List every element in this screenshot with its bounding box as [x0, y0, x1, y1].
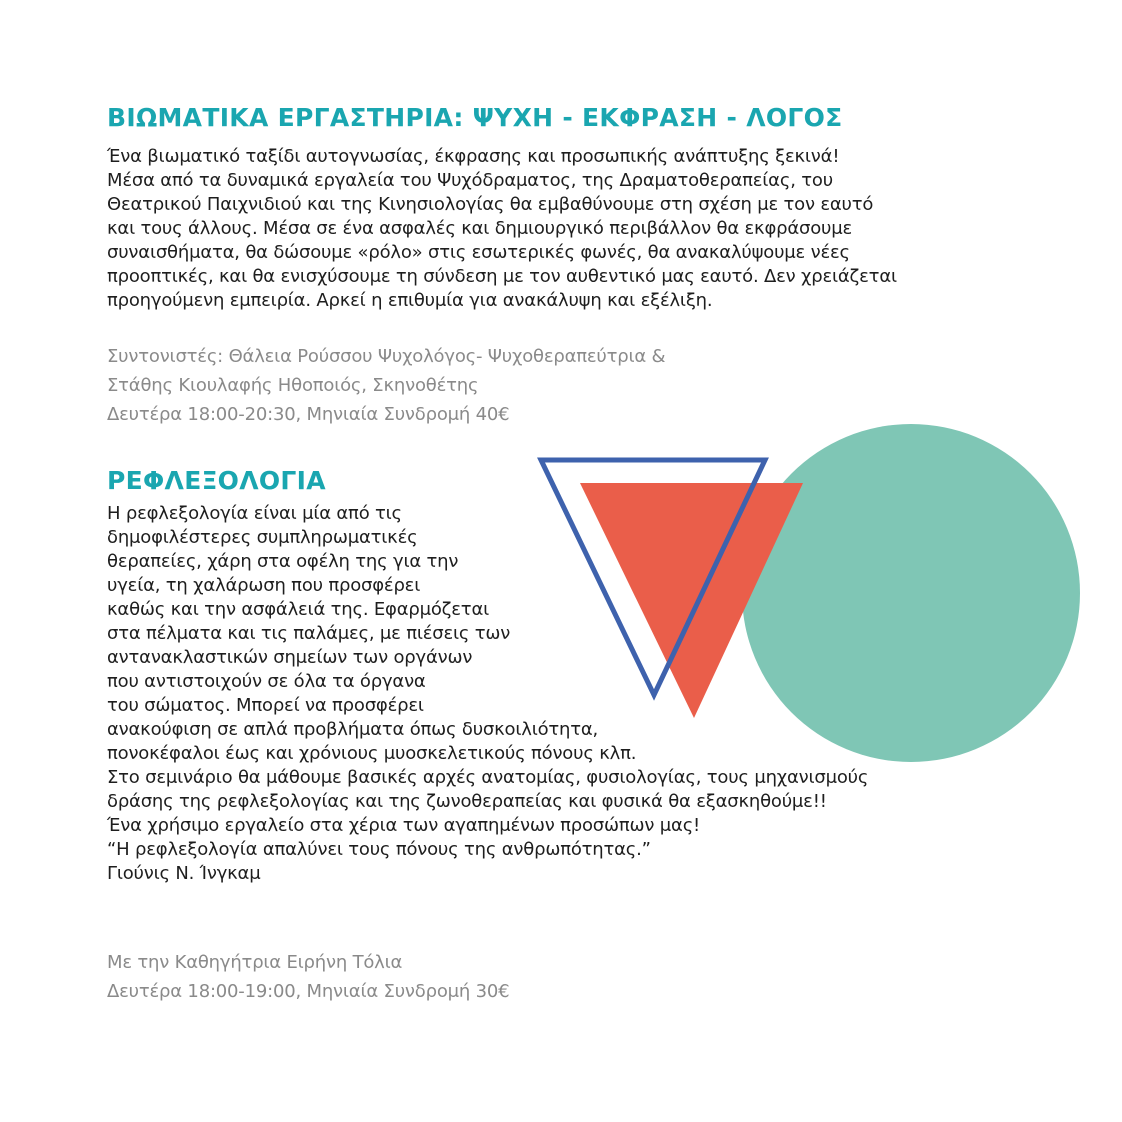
workshop-title: ΒΙΩΜΑΤΙΚΑ ΕΡΓΑΣΤΗΡΙΑ: ΨΥΧΗ - ΕΚΦΡΑΣΗ - ΛΟΓΟΣ [107, 103, 843, 132]
reflexology-description-line: δημοφιλέστερες συμπληρωματικές [107, 527, 418, 548]
reflexology-schedule-fee: Δευτέρα 18:00-19:00, Μηνιαία Συνδρομή 30€ [107, 981, 510, 1002]
reflexology-quote-author: Γιούνις Ν. Ίνγκαμ [107, 863, 261, 884]
reflexology-description-line: πονοκέφαλοι έως και χρόνιους μυοσκελετικούς πόνους κλπ. [107, 743, 637, 764]
workshop-description [107, 145, 897, 313]
reflexology-description-line: υγεία, τη χαλάρωση που προσφέρει [107, 575, 421, 596]
workshop-coordinators: Συντονιστές: Θάλεια Ρούσσου Ψυχολόγος- Ψυχοθεραπεύτρια & [107, 346, 666, 367]
reflexology-description-line: αντανακλαστικών σημείων των οργάνων [107, 647, 473, 668]
workshop-description-line: Μέσα από τα δυναμικά εργαλεία του Ψυχόδραματος, της Δραματοθεραπείας, του [107, 170, 833, 191]
reflexology-quote: “Η ρεφλεξολογία απαλύνει τους πόνους της ανθρωπότητας.” [107, 839, 651, 860]
reflexology-description-line: θεραπείες, χάρη στα οφέλη της για την [107, 551, 459, 572]
reflexology-description-line: ανακούφιση σε απλά προβλήματα όπως δυσκοιλιότητα, [107, 719, 599, 740]
reflexology-description-line: στα πέλματα και τις παλάμες, με πιέσεις των [107, 623, 511, 644]
reflexology-description-line: του σώματος. Μπορεί να προσφέρει [107, 695, 424, 716]
reflexology-description [107, 502, 868, 886]
workshop-description-line: συναισθήματα, θα δώσουμε «ρόλο» στις εσωτερικές φωνές, θα ανακαλύψουμε νέες [107, 242, 850, 263]
workshop-description-line: προοπτικές, και θα ενισχύσουμε τη σύνδεση με τον αυθεντικό μας εαυτό. Δεν χρειάζεται [107, 266, 897, 287]
reflexology-instructor: Με την Καθηγήτρια Ειρήνη Τόλια [107, 952, 403, 973]
reflexology-details [107, 948, 509, 1006]
reflexology-description-line: καθώς και την ασφάλειά της. Εφαρμόζεται [107, 599, 489, 620]
workshop-description-line: και τους άλλους. Μέσα σε ένα ασφαλές και δημιουργικό περιβάλλον θα εκφράσουμε [107, 218, 853, 239]
workshop-coordinators-cont: Στάθης Κιουλαφής Ηθοποιός, Σκηνοθέτης [107, 375, 479, 396]
reflexology-description-line: που αντιστοιχούν σε όλα τα όργανα [107, 671, 426, 692]
reflexology-description-line: Ένα χρήσιμο εργαλείο στα χέρια των αγαπημένων προσώπων μας! [107, 815, 701, 836]
workshop-details [107, 342, 665, 429]
workshop-description-line: Θεατρικού Παιχνιδιού και της Κινησιολογίας θα εμβαθύνουμε στη σχέση με τον εαυτό [107, 194, 874, 215]
reflexology-description-line: Η ρεφλεξολογία είναι μία από τις [107, 503, 402, 524]
reflexology-description-line: Στο σεμινάριο θα μάθουμε βασικές αρχές ανατομίας, φυσιολογίας, τους μηχανισμούς [107, 767, 869, 788]
workshop-description-line: προηγούμενη εμπειρία. Αρκεί η επιθυμία για ανακάλυψη και εξέλιξη. [107, 290, 713, 311]
reflexology-title: ΡΕΦΛΕΞΟΛΟΓΙΑ [107, 466, 326, 495]
workshop-schedule-fee: Δευτέρα 18:00-20:30, Μηνιαία Συνδρομή 40€ [107, 404, 510, 425]
reflexology-description-line: δράσης της ρεφλεξολογίας και της ζωνοθεραπείας και φυσικά θα εξασκηθούμε!! [107, 791, 827, 812]
workshop-description-line: Ένα βιωματικό ταξίδι αυτογνωσίας, έκφρασης και προσωπικής ανάπτυξης ξεκινά! [107, 146, 840, 167]
